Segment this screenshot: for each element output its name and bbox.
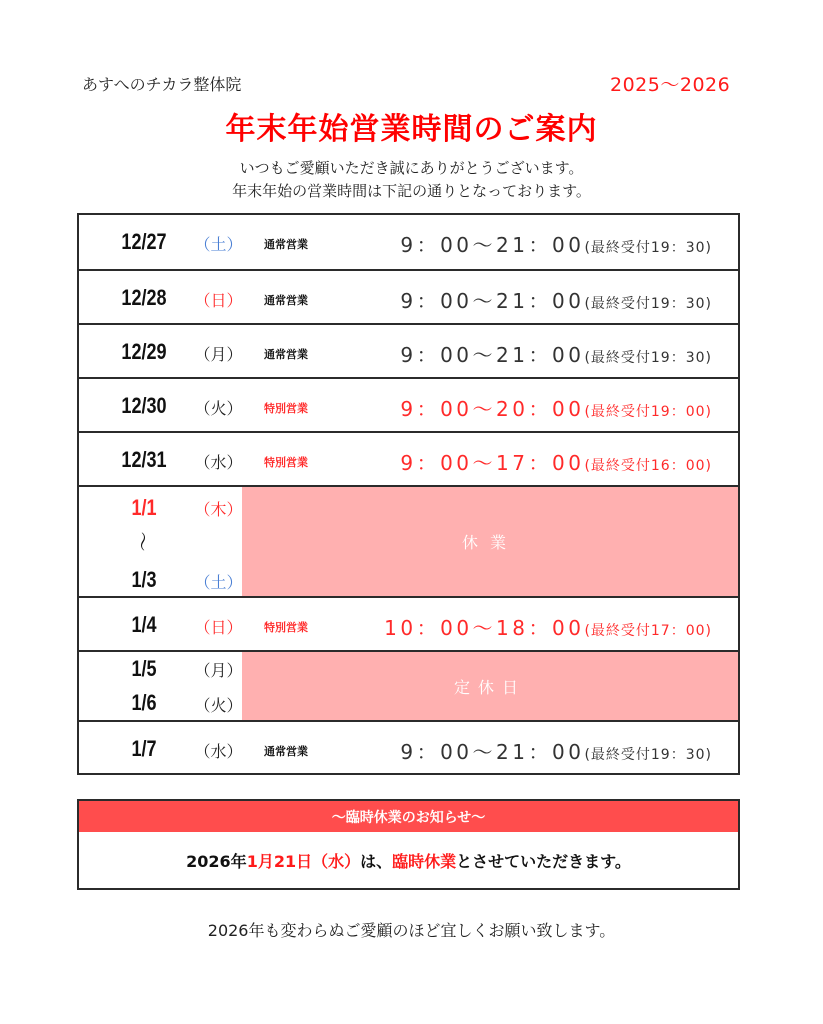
clinic-name: あすへのチカラ整体院: [82, 75, 242, 94]
closure-end-day-of-week: （土）: [194, 573, 243, 592]
closure-start-date: 1/1: [131, 495, 157, 520]
hours-text: 10：00～18：00: [384, 616, 585, 640]
table-row: [79, 215, 738, 269]
regular-holiday-block: [242, 652, 738, 720]
temporary-closure-notice: [77, 799, 740, 890]
holiday-date-2: 1/6: [131, 690, 157, 715]
notice-highlight: 臨時休業: [392, 851, 457, 871]
row-hours: [384, 612, 712, 641]
row-date: 12/28: [121, 285, 167, 310]
hours-text: 9：00～21：00: [400, 740, 585, 764]
hours-text: 9：00～17：00: [400, 451, 585, 475]
last-reception: (最終受付17：00): [584, 623, 712, 639]
last-reception: (最終受付19：00): [584, 404, 712, 420]
row-business-type: 通常営業: [264, 348, 308, 361]
row-hours: [400, 736, 712, 765]
page-title: 年末年始営業時間のご案内: [225, 112, 598, 147]
row-business-type: 特別営業: [264, 621, 308, 634]
intro-line-1: いつもご愛顧いただき誠にありがとうございます。: [239, 159, 584, 177]
hours-text: 9：00～21：00: [400, 233, 585, 257]
row-day-of-week: （水）: [194, 742, 243, 761]
row-day-of-week: （日）: [194, 618, 243, 637]
row-day-of-week: （火）: [194, 399, 243, 418]
notice-suffix: とさせていただきます。: [456, 851, 631, 871]
hours-text: 9：00～21：00: [400, 343, 585, 367]
row-hours: [400, 285, 712, 314]
notice-year: 2026年: [186, 851, 247, 871]
row-day-of-week: （日）: [194, 291, 243, 310]
holiday-day-of-week-1: （月）: [194, 661, 243, 680]
table-row: [79, 596, 738, 650]
last-reception: (最終受付19：30): [584, 296, 712, 312]
notice-heading: ～臨時休業のお知らせ～: [79, 801, 738, 832]
hours-text: 9：00～20：00: [400, 397, 585, 421]
row-date: 12/31: [121, 447, 167, 472]
closed-label: 休業: [461, 533, 518, 552]
row-day-of-week: （土）: [194, 235, 243, 254]
closing-message: 2026年も変わらぬご愛顧のほど宜しくお願い致します。: [207, 921, 616, 940]
row-day-of-week: （月）: [194, 345, 243, 364]
year-range: 2025～2026: [610, 74, 731, 96]
last-reception: (最終受付16：00): [584, 458, 712, 474]
row-business-type: 通常営業: [264, 294, 308, 307]
row-date: 1/7: [131, 736, 157, 761]
table-row: [79, 720, 738, 773]
row-business-type: 通常営業: [264, 238, 308, 251]
regular-holiday-label: 定休日: [453, 677, 526, 697]
table-row: [79, 269, 738, 323]
row-date: 1/4: [131, 612, 157, 637]
table-row: [79, 323, 738, 377]
schedule-table: [77, 213, 740, 775]
closure-end-date: 1/3: [131, 567, 157, 592]
row-date: 12/29: [121, 339, 167, 364]
intro-line-2: 年末年始の営業時間は下記の通りとなっております。: [232, 182, 591, 200]
holiday-day-of-week-2: （火）: [194, 696, 243, 715]
notice-body: [79, 832, 738, 888]
row-business-type: 特別営業: [264, 402, 308, 415]
range-wave-dash: 〜: [130, 531, 155, 552]
table-row: [79, 431, 738, 485]
row-date: 12/30: [121, 393, 167, 418]
closure-start-day-of-week: （木）: [194, 500, 243, 519]
table-row-newyear-closure: [79, 485, 738, 596]
hours-text: 9：00～21：00: [400, 289, 585, 313]
last-reception: (最終受付19：30): [584, 350, 712, 366]
row-hours: [400, 447, 712, 476]
notice-mid: は、: [360, 851, 393, 871]
row-day-of-week: （水）: [194, 453, 243, 472]
table-row: [79, 377, 738, 431]
last-reception: (最終受付19：30): [584, 240, 712, 256]
notice-date: 1月21日（水）: [246, 851, 361, 871]
row-hours: [400, 229, 712, 258]
table-row-regular-holiday: [79, 650, 738, 720]
holiday-date-1: 1/5: [131, 656, 157, 681]
row-hours: [400, 393, 712, 422]
row-date: 12/27: [121, 229, 167, 254]
row-business-type: 通常営業: [264, 745, 308, 758]
row-business-type: 特別営業: [264, 456, 308, 469]
closed-block: [242, 487, 738, 596]
row-hours: [400, 339, 712, 368]
last-reception: (最終受付19：30): [584, 747, 712, 763]
